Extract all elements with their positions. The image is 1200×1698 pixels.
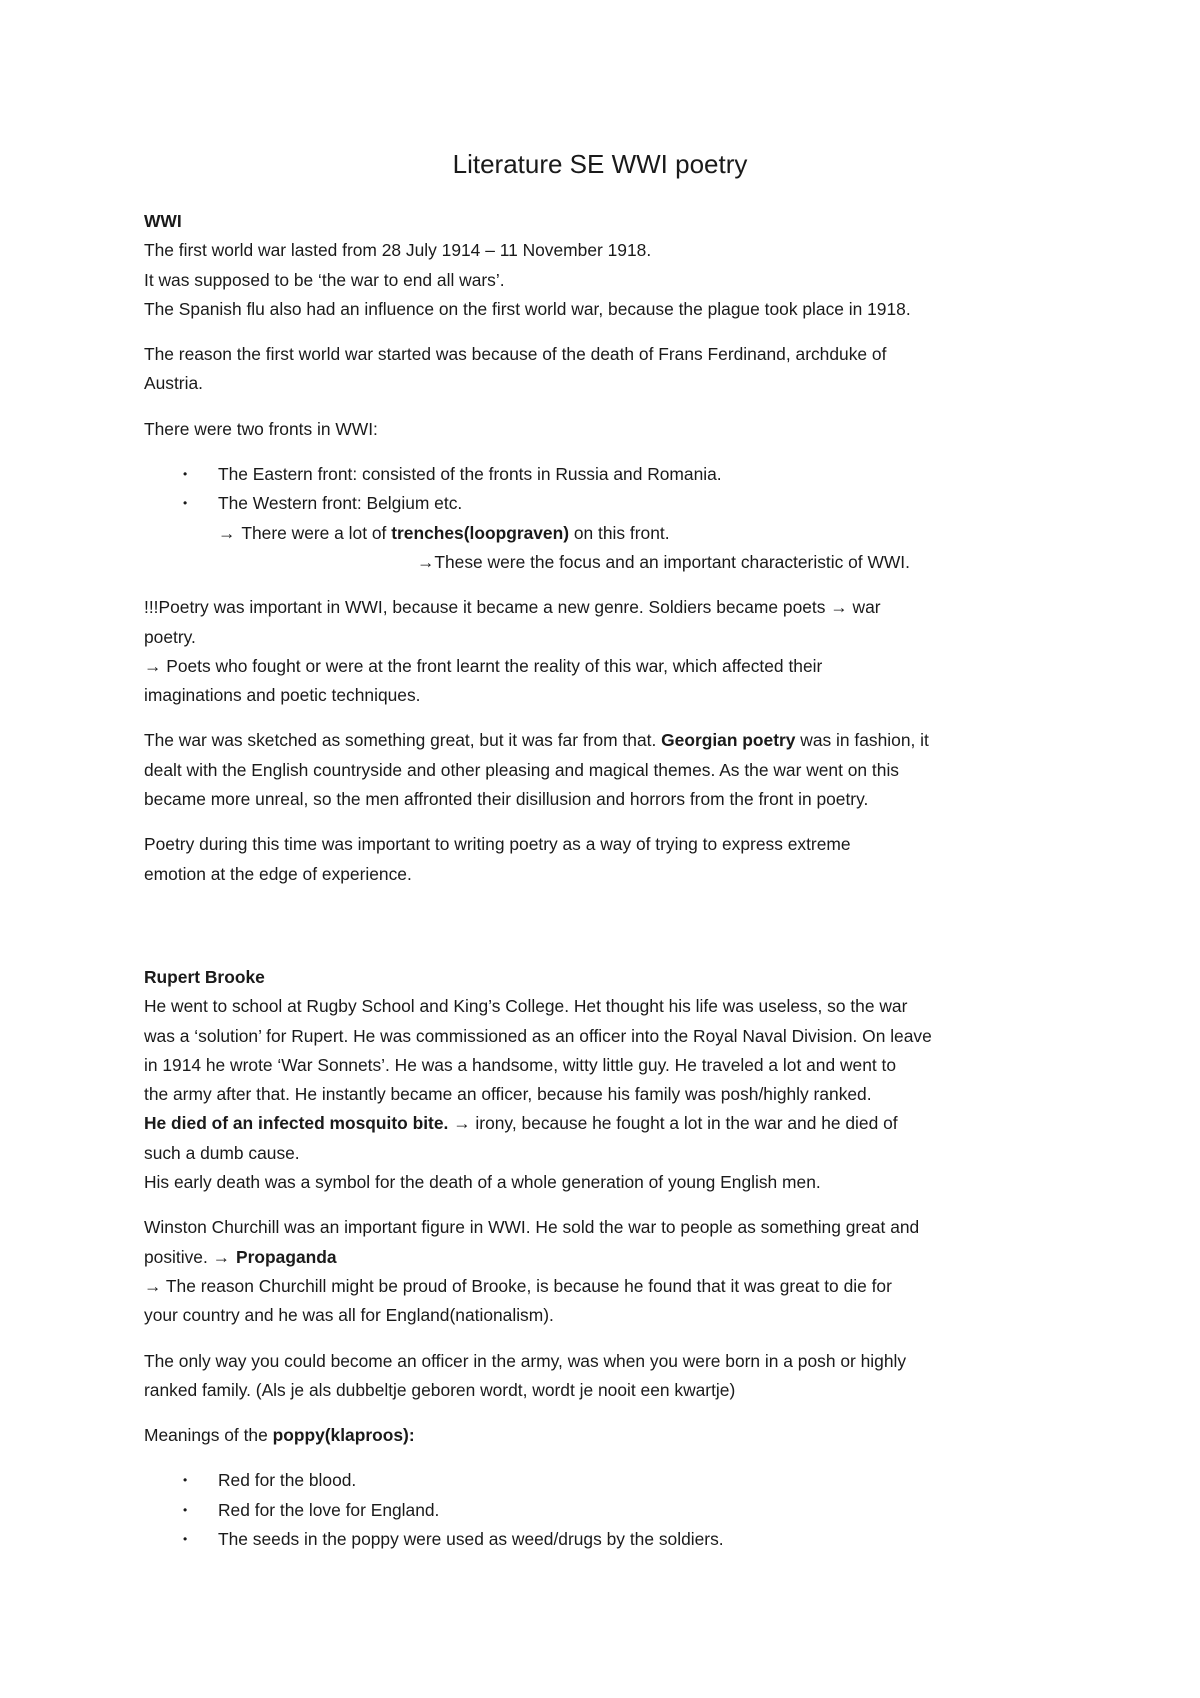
paragraph-line: It was supposed to be ‘the war to end all wars’. — [144, 269, 505, 290]
paragraph-line: The first world war lasted from 28 July 1914 – 11 November 1918. — [144, 240, 652, 261]
sub-list-item: →These were the focus and an important characteristic of WWI. — [144, 548, 1064, 577]
list-item: • Red for the blood. — [144, 1466, 1064, 1495]
paragraph-line: poetry. — [144, 626, 196, 647]
paragraph-line: emotion at the edge of experience. — [144, 863, 412, 884]
arrow-icon: → — [218, 522, 236, 543]
list-item: • The Western front: Belgium etc. — [144, 489, 1064, 518]
paragraph-line: in 1914 he wrote ‘War Sonnets’. He was a handsome, witty little guy. He traveled a lot and went to — [144, 1054, 897, 1075]
arrow-icon: → — [144, 1275, 162, 1296]
paragraph-line: → Poets who fought or were at the front learnt the reality of this war, which affected their — [144, 652, 1064, 681]
paragraph-line: such a dumb cause. — [144, 1142, 300, 1163]
arrow-icon: → — [453, 1113, 471, 1134]
list-item: • The seeds in the poppy were used as weed/drugs by the soldiers. — [144, 1525, 1064, 1554]
paragraph-line: → The reason Churchill might be proud of Brooke, is because he found that it was great to die for — [144, 1272, 1064, 1301]
section-heading-rupert-brooke: Rupert Brooke — [144, 966, 265, 987]
page-title: Literature SE WWI poetry — [452, 149, 748, 179]
sub-list-item: → There were a lot of trenches(loopgraven) on this front. — [144, 519, 1064, 548]
arrow-icon: → — [212, 1246, 231, 1267]
list-item: • The Eastern front: consisted of the fronts in Russia and Romania. — [144, 460, 1064, 489]
paragraph-line: your country and he was all for England(nationalism). — [144, 1305, 554, 1326]
paragraph-line: became more unreal, so the men affronted their disillusion and horrors from the front in poetry. — [144, 789, 869, 810]
section-heading-wwi: WWI — [144, 211, 182, 231]
paragraph-line: was a ‘solution’ for Rupert. He was commissioned as an officer into the Royal Naval Division. On leave — [144, 1025, 932, 1046]
arrow-icon: → — [144, 655, 162, 676]
paragraph-line: ranked family. (Als je als dubbeltje geboren wordt, wordt je nooit een kwartje) — [144, 1379, 736, 1400]
bullet-icon: • — [183, 467, 188, 482]
paragraph-line: The only way you could become an officer in the army, was when you were born in a posh or highly — [144, 1350, 907, 1371]
list-item: • Red for the love for England. — [144, 1496, 1064, 1525]
bullet-icon: • — [183, 496, 188, 511]
paragraph-line: imaginations and poetic techniques. — [144, 685, 421, 706]
arrow-icon: → — [417, 551, 435, 572]
paragraph-line: He went to school at Rugby School and King’s College. Het thought his life was useless, so the war — [144, 996, 908, 1017]
paragraph-line: The Spanish flu also had an influence on the first world war, because the plague took place in 1918. — [144, 298, 911, 319]
document-body — [144, 207, 1064, 1554]
bullet-icon: • — [183, 1473, 188, 1488]
bullet-icon: • — [183, 1531, 188, 1546]
paragraph-line: The reason the first world war started was because of the death of Frans Ferdinand, archduke of — [144, 344, 887, 365]
paragraph-line: Poetry during this time was important to writing poetry as a way of trying to express extreme — [144, 834, 851, 855]
arrow-icon: → — [830, 597, 848, 618]
paragraph-line: There were two fronts in WWI: — [144, 418, 378, 439]
paragraph-line: Austria. — [144, 373, 203, 394]
paragraph-line: Winston Churchill was an important figure in WWI. He sold the war to people as something great and — [144, 1217, 920, 1238]
paragraph-line: !!!Poetry was important in WWI, because it became a new genre. Soldiers became poets → war — [144, 593, 1064, 622]
paragraph-line: He died of an infected mosquito bite. → irony, because he fought a lot in the war and he died of — [144, 1109, 1064, 1138]
paragraph-line: Meanings of the poppy(klaproos): — [144, 1425, 415, 1446]
bullet-icon: • — [183, 1502, 188, 1517]
paragraph-line: dealt with the English countryside and other pleasing and magical themes. As the war went on this — [144, 759, 899, 780]
paragraph-line: positive. → Propaganda — [144, 1243, 1064, 1272]
paragraph-line: The war was sketched as something great, but it was far from that. Georgian poetry was in fashion, it — [144, 730, 929, 751]
paragraph-line: His early death was a symbol for the death of a whole generation of young English men. — [144, 1172, 821, 1193]
paragraph-line: the army after that. He instantly became an officer, because his family was posh/highly ranked. — [144, 1084, 872, 1105]
